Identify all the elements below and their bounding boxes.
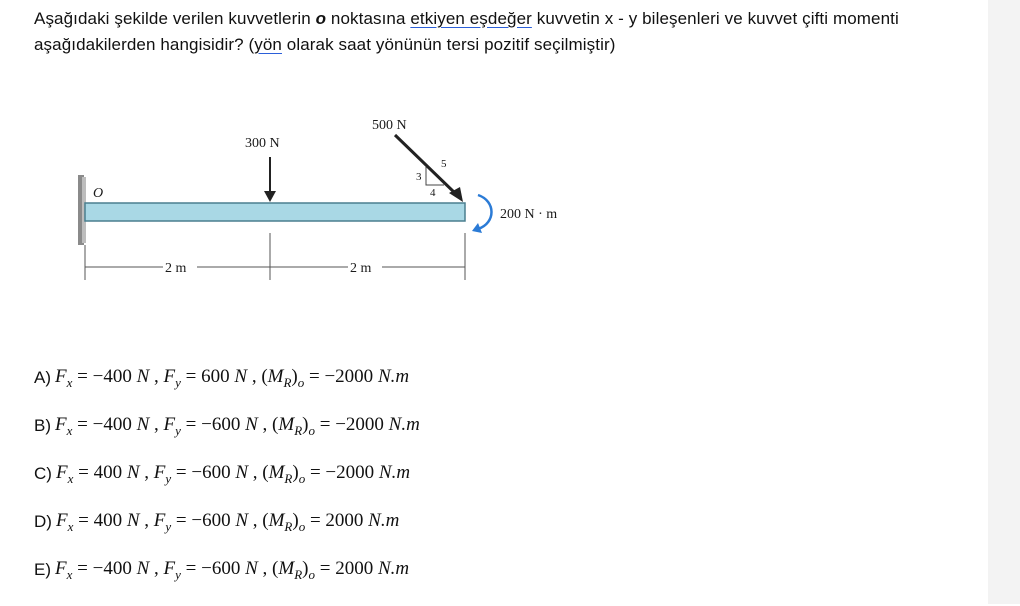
option-d[interactable]: D) $F_x = 400$ N , $F_y = -600$ N , $(M_R)_o = 2000$ N.m <box>34 510 400 534</box>
underlined-phrase: etkiyen eşdeğer <box>410 9 532 28</box>
couple-moment-arrow <box>478 195 492 229</box>
point-o: o <box>315 9 327 28</box>
svg-text:5: 5 <box>441 158 447 170</box>
couple-label: 200 N · m <box>500 207 558 222</box>
beam <box>85 203 465 221</box>
dim-left-label: 2 m <box>165 261 187 276</box>
question-text: Aşağıdaki şekilde verilen kuvvetlerin o noktasına etkiyen eşdeğer kuvvetin x - y bileşenleri ve kuvvet çifti momenti aşağıdakilerden hangisidir? (yön olarak saat yönünün tersi pozitif seçilmiştir) <box>34 9 899 54</box>
point-label-o: O <box>93 186 104 201</box>
option-a[interactable]: A) $F_x = -400$ N , $F_y = 600$ N , $(M_R)_o = -2000$ N.m <box>34 366 410 390</box>
side-panel <box>988 0 1020 604</box>
option-e[interactable]: E) $F_x = -400$ N , $F_y = -600$ N , $(M_R)_o = 2000$ N.m <box>34 558 410 582</box>
option-c[interactable]: C) $F_x = 400$ N , $F_y = -600$ N , $(M_R)_o = -2000$ N.m <box>34 462 411 486</box>
force-300-label: 300 N <box>245 136 280 151</box>
option-b[interactable]: B) $F_x = -400$ N , $F_y = -600$ N , $(M_R)_o = -2000$ N.m <box>34 414 420 438</box>
svg-text:3: 3 <box>416 171 422 183</box>
answer-options <box>34 366 420 606</box>
force-500-label: 500 N <box>372 118 407 133</box>
underlined-word: yön <box>254 35 282 54</box>
svg-text:4: 4 <box>430 187 436 199</box>
force-500-arrow <box>395 135 457 195</box>
beam-figure <box>60 105 600 300</box>
dim-right-label: 2 m <box>350 261 372 276</box>
